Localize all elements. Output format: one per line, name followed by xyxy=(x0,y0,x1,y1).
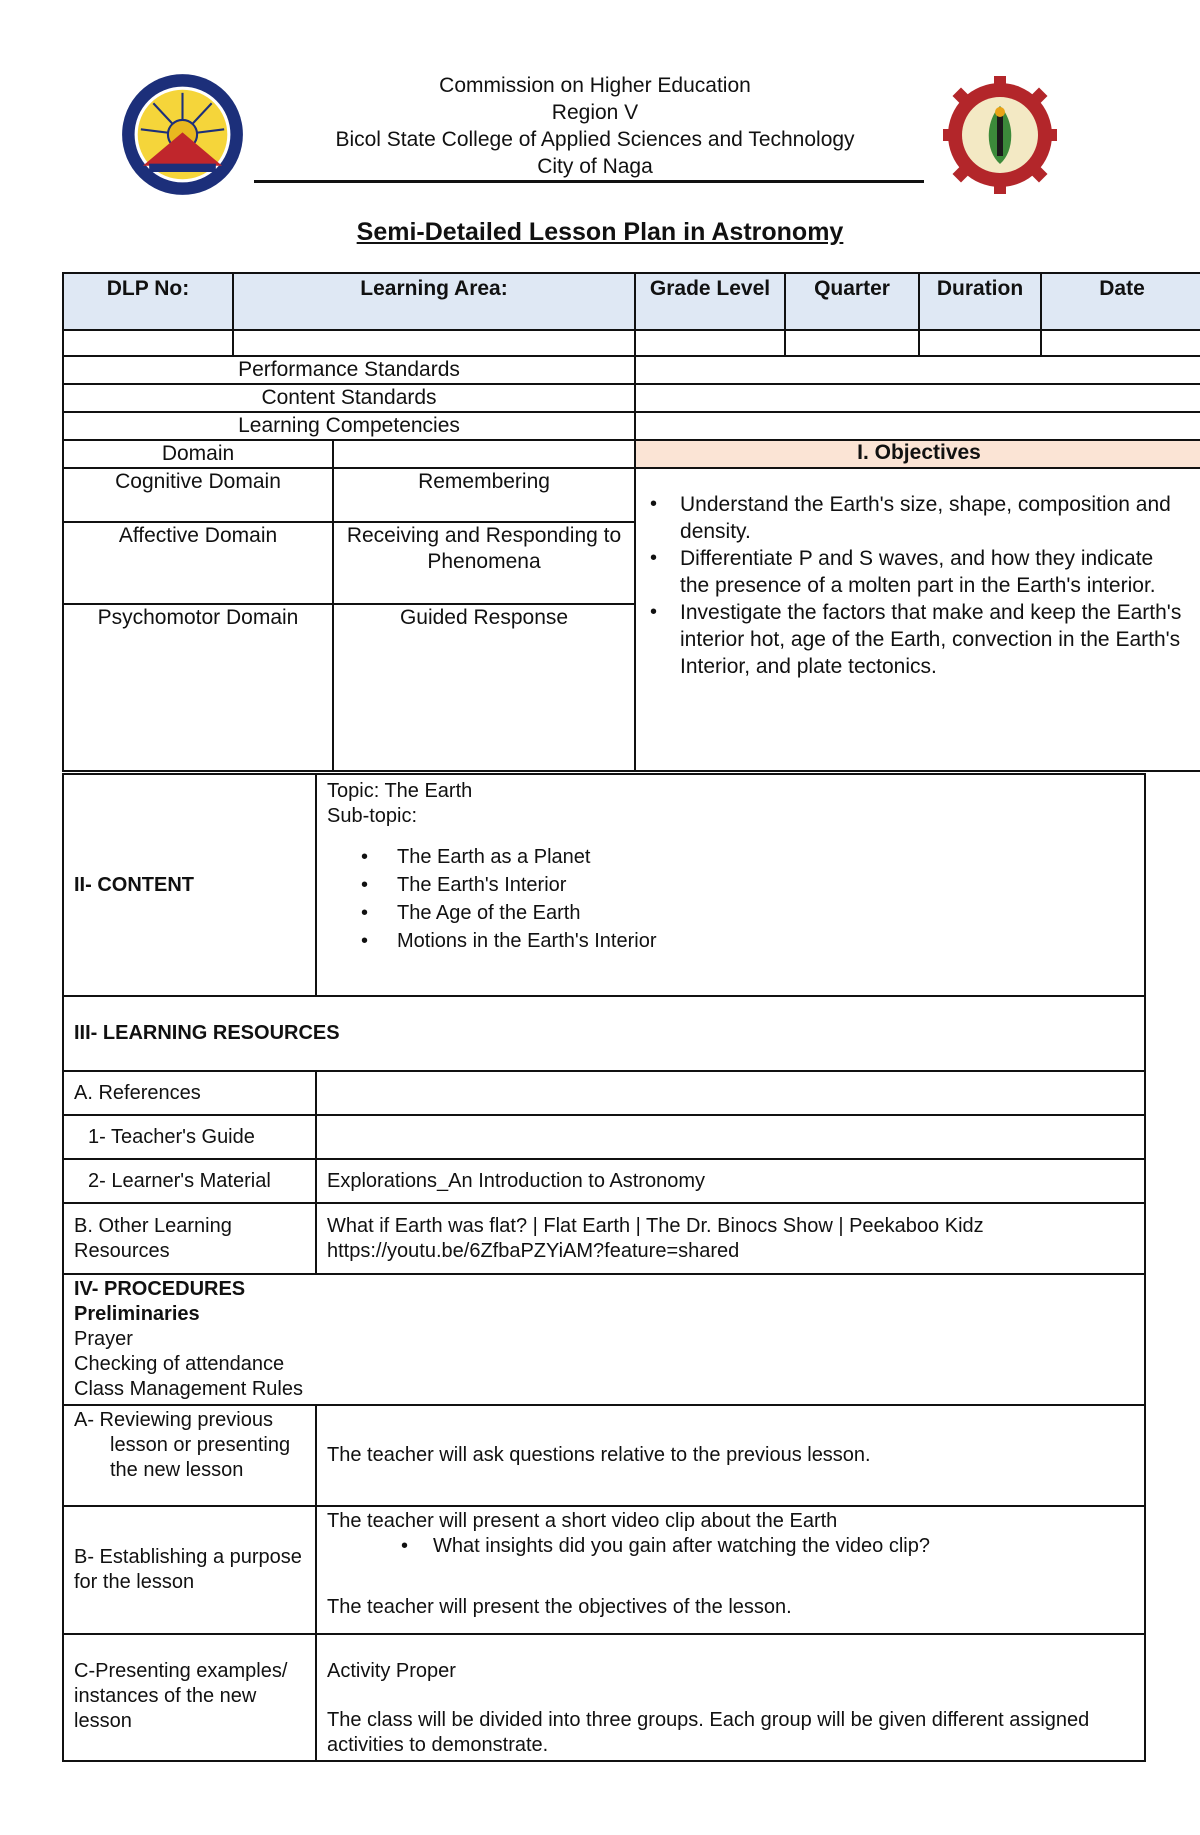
video-link[interactable]: https://youtu.be/6ZfbaPZYiAM?feature=shared xyxy=(327,1239,740,1262)
cognitive-level: Remembering xyxy=(333,468,635,522)
quarter-value xyxy=(785,330,919,356)
video-title: What if Earth was flat? | Flat Earth | The Dr. Binocs Show | Peekaboo Kidz xyxy=(327,1214,984,1237)
other-resources-label: B. Other Learning Resources xyxy=(63,1203,316,1274)
domain-blank xyxy=(333,440,635,468)
psychomotor-domain-label: Psychomotor Domain xyxy=(63,604,333,771)
lesson-body-table xyxy=(62,773,1146,1762)
prayer-line: Prayer xyxy=(74,1328,133,1350)
content-standards-value xyxy=(635,384,1200,412)
step-c-text: The class will be divided into three groups. Each group will be given different assigned activities to demonstrate. xyxy=(327,1709,1090,1756)
step-b-question-list xyxy=(327,1534,1134,1559)
psychomotor-level: Guided Response xyxy=(333,604,635,771)
performance-standards-value xyxy=(635,356,1200,384)
bisca-gear-seal-icon xyxy=(934,76,1066,194)
duration-header: Duration xyxy=(919,273,1041,330)
learning-competencies-value xyxy=(635,412,1200,440)
step-a-label: A- Reviewing previous lesson or presenting the new lesson xyxy=(63,1405,316,1506)
step-b-value xyxy=(316,1506,1145,1634)
step-b-question: • What insights did you gain after watching the video clip? xyxy=(433,1534,1134,1559)
step-b-line-1: The teacher will present a short video clip about the Earth xyxy=(327,1510,838,1532)
lesson-info-table xyxy=(62,272,1200,772)
learning-area-value xyxy=(233,330,635,356)
grade-level-value xyxy=(635,330,785,356)
objectives-list xyxy=(636,469,1200,680)
quarter-header: Quarter xyxy=(785,273,919,330)
objectives-cell xyxy=(635,468,1200,771)
subtopic-item: • The Earth's Interior xyxy=(397,871,1134,899)
teachers-guide-label: 1- Teacher's Guide xyxy=(63,1115,316,1159)
learners-material-label: 2- Learner's Material xyxy=(63,1159,316,1203)
institution-line-2: Region V xyxy=(551,101,639,124)
subtopic-list xyxy=(327,829,1134,955)
learning-resources-heading: III- LEARNING RESOURCES xyxy=(63,996,1145,1071)
content-label: II- CONTENT xyxy=(63,774,316,996)
learning-area-header: Learning Area: xyxy=(233,273,635,330)
duration-value xyxy=(919,330,1041,356)
rules-line: Class Management Rules xyxy=(74,1378,303,1400)
grade-level-header: Grade Level xyxy=(635,273,785,330)
institution-line-3: Bicol State College of Applied Sciences and Technology xyxy=(335,128,855,151)
domain-label: Domain xyxy=(63,440,333,468)
date-header: Date xyxy=(1041,273,1200,330)
step-b-line-2: The teacher will present the objectives of the lesson. xyxy=(327,1596,792,1618)
dlp-no-value xyxy=(63,330,233,356)
subtopic-item: • The Earth as a Planet xyxy=(397,843,1134,871)
step-a-value: The teacher will ask questions relative to the previous lesson. xyxy=(316,1405,1145,1506)
subtopic-item: • Motions in the Earth's Interior xyxy=(397,927,1134,955)
performance-standards-label: Performance Standards xyxy=(63,356,635,384)
date-value xyxy=(1041,330,1200,356)
step-c-value xyxy=(316,1634,1145,1761)
affective-domain-label: Affective Domain xyxy=(63,522,333,604)
objective-item: • Understand the Earth's size, shape, composition and density. xyxy=(680,491,1186,545)
topic-line: Topic: The Earth xyxy=(327,780,473,802)
step-b-label: B- Establishing a purpose for the lesson xyxy=(63,1506,316,1634)
attendance-line: Checking of attendance xyxy=(74,1353,285,1375)
subtopic-line: Sub-topic: xyxy=(327,805,418,827)
step-c-label: C-Presenting examples/ instances of the new lesson xyxy=(63,1634,316,1761)
dlp-no-header: DLP No: xyxy=(63,273,233,330)
teachers-guide-value xyxy=(316,1115,1145,1159)
header-rule xyxy=(254,180,924,183)
step-c-title: Activity Proper xyxy=(327,1660,456,1682)
procedures-cell xyxy=(63,1274,1145,1405)
objective-item: • Differentiate P and S waves, and how they indicate the presence of a molten part in the Earth's interior. xyxy=(680,545,1186,599)
subtopic-item: • The Age of the Earth xyxy=(397,899,1134,927)
institution-line-4: City of Naga xyxy=(537,155,653,178)
institution-line-1: Commission on Higher Education xyxy=(439,74,751,97)
references-label: A. References xyxy=(63,1071,316,1115)
procedures-heading: IV- PROCEDURES xyxy=(74,1278,246,1300)
institution-block xyxy=(250,72,940,180)
learning-competencies-label: Learning Competencies xyxy=(63,412,635,440)
document-header xyxy=(0,0,1200,246)
affective-level: Receiving and Responding to Phenomena xyxy=(333,522,635,604)
content-cell xyxy=(316,774,1145,996)
objective-item: • Investigate the factors that make and keep the Earth's interior hot, age of the Earth, convection in the Earth's Interior, and plate tectonics. xyxy=(680,599,1186,680)
content-standards-label: Content Standards xyxy=(63,384,635,412)
cognitive-domain-label: Cognitive Domain xyxy=(63,468,333,522)
preliminaries-heading: Preliminaries xyxy=(74,1303,200,1325)
objectives-heading: I. Objectives xyxy=(635,440,1200,468)
other-resources-value xyxy=(316,1203,1145,1274)
learners-material-value: Explorations_An Introduction to Astronomy xyxy=(316,1159,1145,1203)
page-title: Semi-Detailed Lesson Plan in Astronomy xyxy=(356,218,844,246)
ched-seal-icon xyxy=(120,72,245,197)
references-value xyxy=(316,1071,1145,1115)
